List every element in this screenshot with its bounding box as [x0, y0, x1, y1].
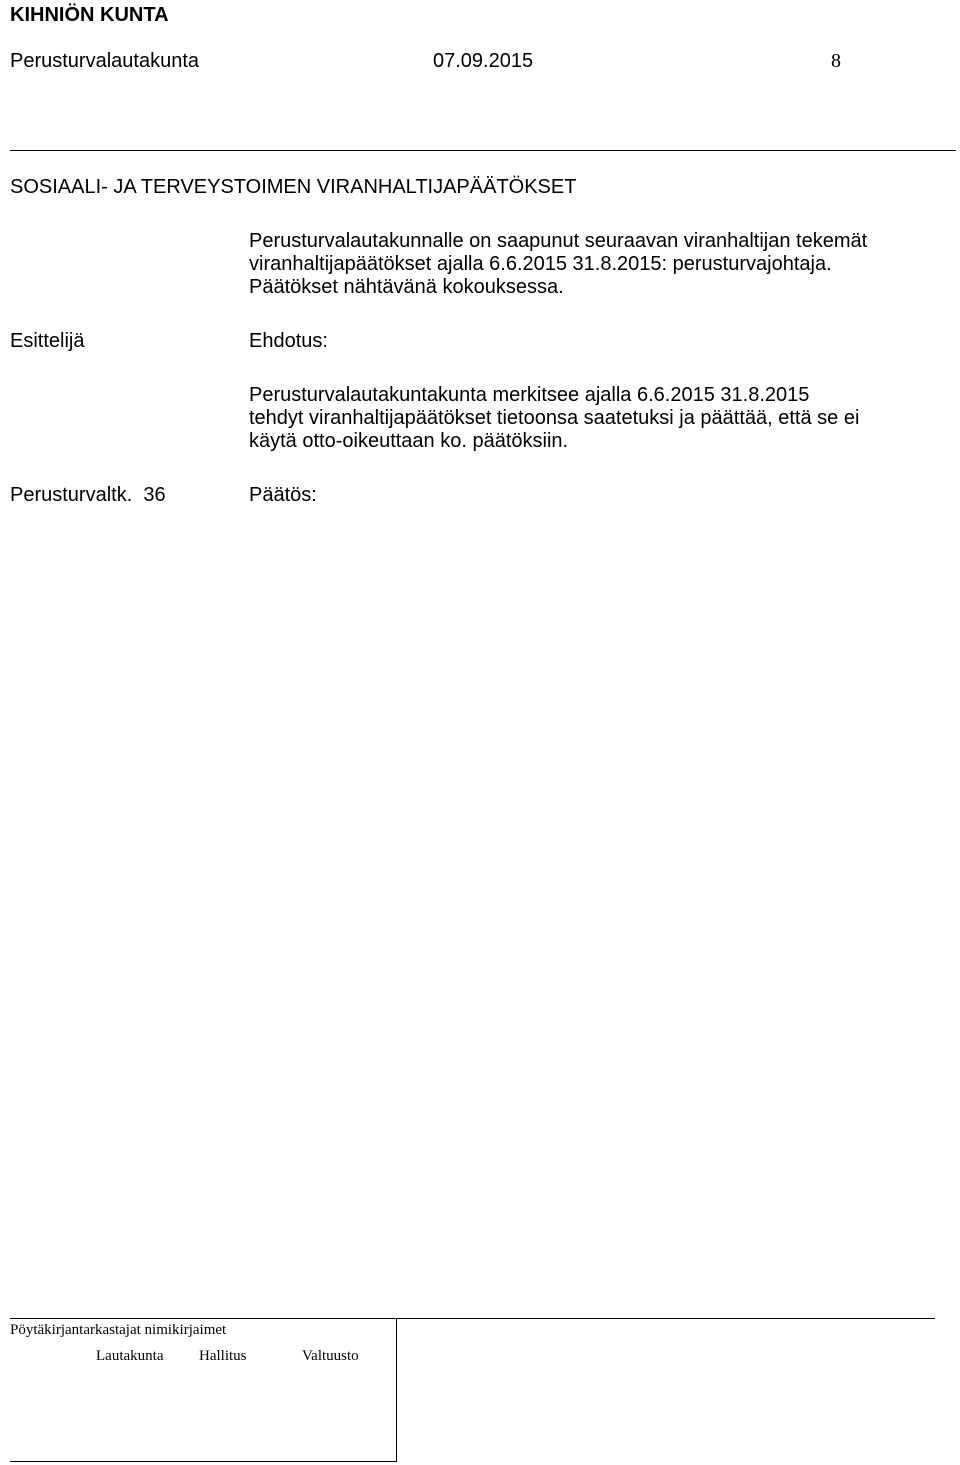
footer-top-rule [10, 1318, 935, 1319]
meeting-date: 07.09.2015 [433, 50, 534, 72]
intro-text [249, 230, 949, 299]
intro-line: viranhaltijapäätökset ajalla 6.6.2015 31.8.2015: perusturvajohtaja. [249, 253, 832, 275]
decision-label: Päätös: [249, 484, 317, 506]
footer-right-border [396, 1318, 397, 1461]
footer-col-valtuusto: Valtuusto [302, 1348, 359, 1364]
committee-name: Perusturvalautakunta [10, 50, 200, 72]
presenter-label: Esittelijä [10, 330, 85, 352]
intro-line: Perusturvalautakunnalle on saapunut seuraavan viranhaltijan tekemät [249, 230, 868, 252]
proposal-line: Perusturvalautakuntakunta merkitsee ajalla 6.6.2015 31.8.2015 [249, 384, 810, 406]
decision-reference: Perusturvaltk. 36 [10, 484, 166, 506]
organization-name: KIHNIÖN KUNTA [10, 4, 169, 26]
proposal-line: käytä otto-oikeuttaan ko. päätöksiin. [249, 430, 569, 452]
footer-col-lautakunta: Lautakunta [96, 1348, 164, 1364]
proposal-label: Ehdotus: [249, 330, 328, 352]
intro-line: Päätökset nähtävänä kokouksessa. [249, 276, 564, 298]
footer-title: Pöytäkirjantarkastajat nimikirjaimet [10, 1322, 227, 1338]
page-number: 8 [831, 50, 841, 72]
proposal-text [249, 384, 949, 453]
footer-col-hallitus: Hallitus [199, 1348, 247, 1364]
footer-bottom-rule [10, 1461, 397, 1462]
header-rule [10, 150, 956, 151]
proposal-line: tehdyt viranhaltijapäätökset tietoonsa saatetuksi ja päättää, että se ei [249, 407, 860, 429]
section-title: SOSIAALI- JA TERVEYSTOIMEN VIRANHALTIJAPÄÄTÖKSET [10, 176, 577, 198]
